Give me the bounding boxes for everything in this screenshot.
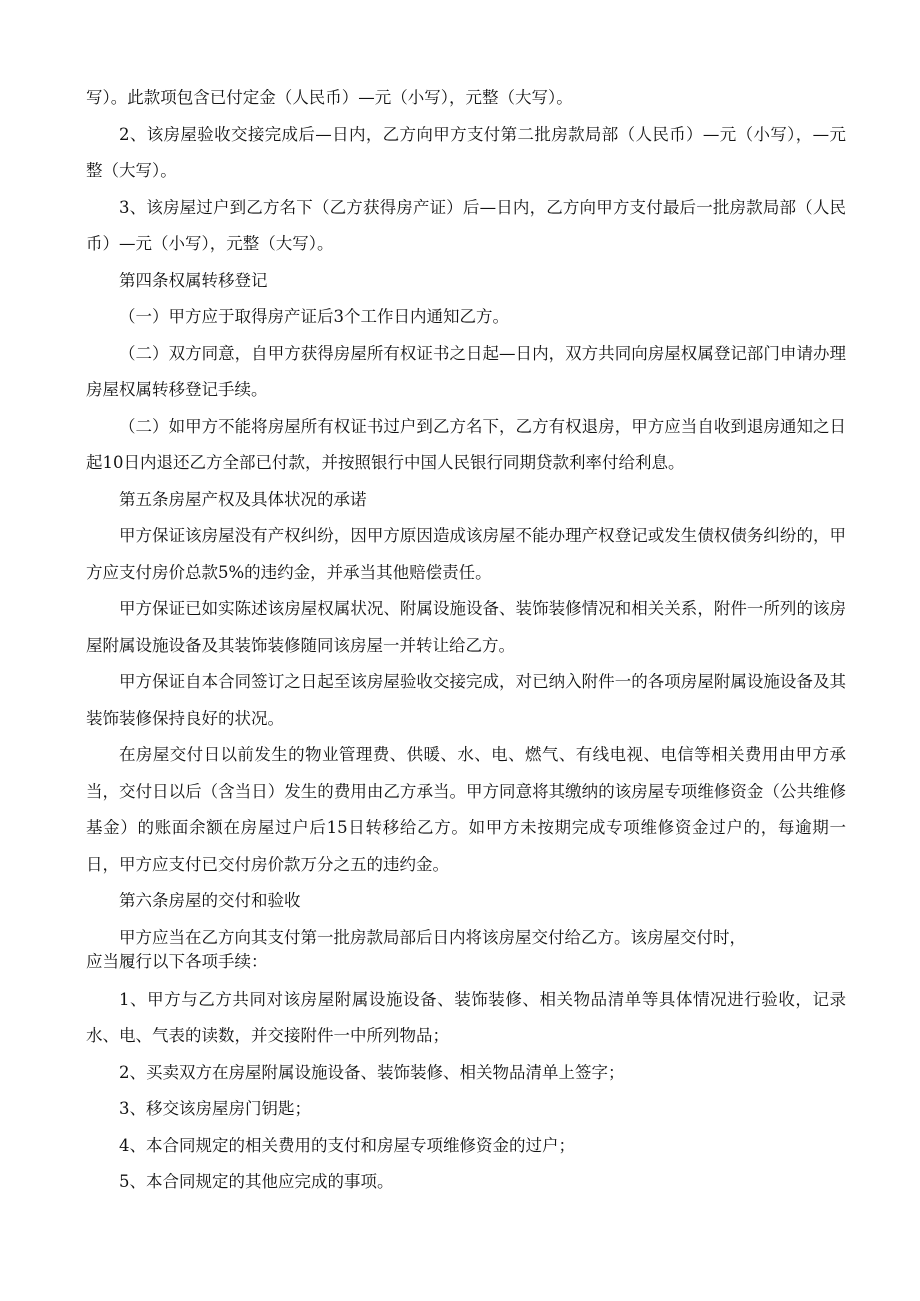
list-item-keys: 3、移交该房屋房门钥匙； bbox=[119, 1099, 311, 1118]
paragraph-truthful-statement: 甲方保证已如实陈述该房屋权属状况、附属设施设备、装饰装修情况和相关关系，附件一所列的该房屋附属设施设备及其装饰装修随同该房屋一并转让给乙方。 bbox=[86, 599, 846, 655]
paragraph-maintain-condition: 甲方保证自本合同签订之日起至该房屋验收交接完成，对已纳入附件一的各项房屋附属设施设备及其装饰装修保持良好的状况。 bbox=[86, 672, 846, 728]
paragraph-delivery: 甲方应当在乙方向其支付第一批房款局部后日内将该房屋交付给乙方。该房屋交付时， bbox=[119, 927, 746, 947]
document-page bbox=[86, 80, 846, 1201]
paragraph-notify: （一）甲方应于取得房产证后3个工作日内通知乙方。 bbox=[119, 307, 509, 326]
section-heading-article-6: 第六条房屋的交付和验收 bbox=[119, 891, 301, 910]
list-item-fees-transfer: 4、本合同规定的相关费用的支付和房屋专项维修资金的过户； bbox=[119, 1135, 575, 1155]
paragraph-no-dispute: 甲方保证该房屋没有产权纠纷，因甲方原因造成该房屋不能办理产权登记或发生债权债务纠纷的，甲方应支付房价总款5%的违约金，并承当其他赔偿责任。 bbox=[86, 526, 846, 582]
paragraph-delivery-cont: 应当履行以下各项手续： bbox=[86, 951, 268, 971]
paragraph-continuation: 写）。此款项包含已付定金（人民币）—元（小写），元整（大写）。 bbox=[86, 88, 573, 107]
paragraph-fees: 在房屋交付日以前发生的物业管理费、供暖、水、电、燃气、有线电视、电信等相关费用由甲方承当，交付日以后（含当日）发生的费用由乙方承当。甲方同意将其缴纳的该房屋专项维修资金（公共维修基金）的账面余额在房屋过户后15日转移给乙方。如甲方未按期完成专项维修资金过户的，每逾期一日，甲方应支付已交付房价款万分之五的违约金。 bbox=[86, 745, 846, 874]
paragraph-payment-second: 2、该房屋验收交接完成后—日内，乙方向甲方支付第二批房款局部（人民币）—元（小写），—元整（大写）。 bbox=[86, 124, 846, 180]
paragraph-refund: （二）如甲方不能将房屋所有权证书过户到乙方名下，乙方有权退房，甲方应当自收到退房通知之日起10日内退还乙方全部已付款，并按照银行中国人民银行同期贷款利率付给利息。 bbox=[86, 416, 846, 472]
paragraph-payment-final: 3、该房屋过户到乙方名下（乙方获得房产证）后—日内，乙方向甲方支付最后一批房款局部（人民币）—元（小写），元整（大写）。 bbox=[86, 197, 846, 253]
section-heading-article-4: 第四条权属转移登记 bbox=[119, 270, 268, 290]
section-heading-article-5: 第五条房屋产权及具体状况的承诺 bbox=[119, 489, 367, 509]
list-item-inspection: 1、甲方与乙方共同对该房屋附属设施设备、装饰装修、相关物品清单等具体情况进行验收，记录水、电、气表的读数，并交接附件一中所列物品； bbox=[86, 989, 846, 1045]
list-item-other: 5、本合同规定的其他应完成的事项。 bbox=[119, 1172, 394, 1191]
paragraph-registration: （二）双方同意，自甲方获得房屋所有权证书之日起—日内，双方共同向房屋权属登记部门申请办理房屋权属转移登记手续。 bbox=[86, 343, 846, 399]
list-item-sign: 2、买卖双方在房屋附属设施设备、装饰装修、相关物品清单上签字； bbox=[119, 1062, 625, 1082]
